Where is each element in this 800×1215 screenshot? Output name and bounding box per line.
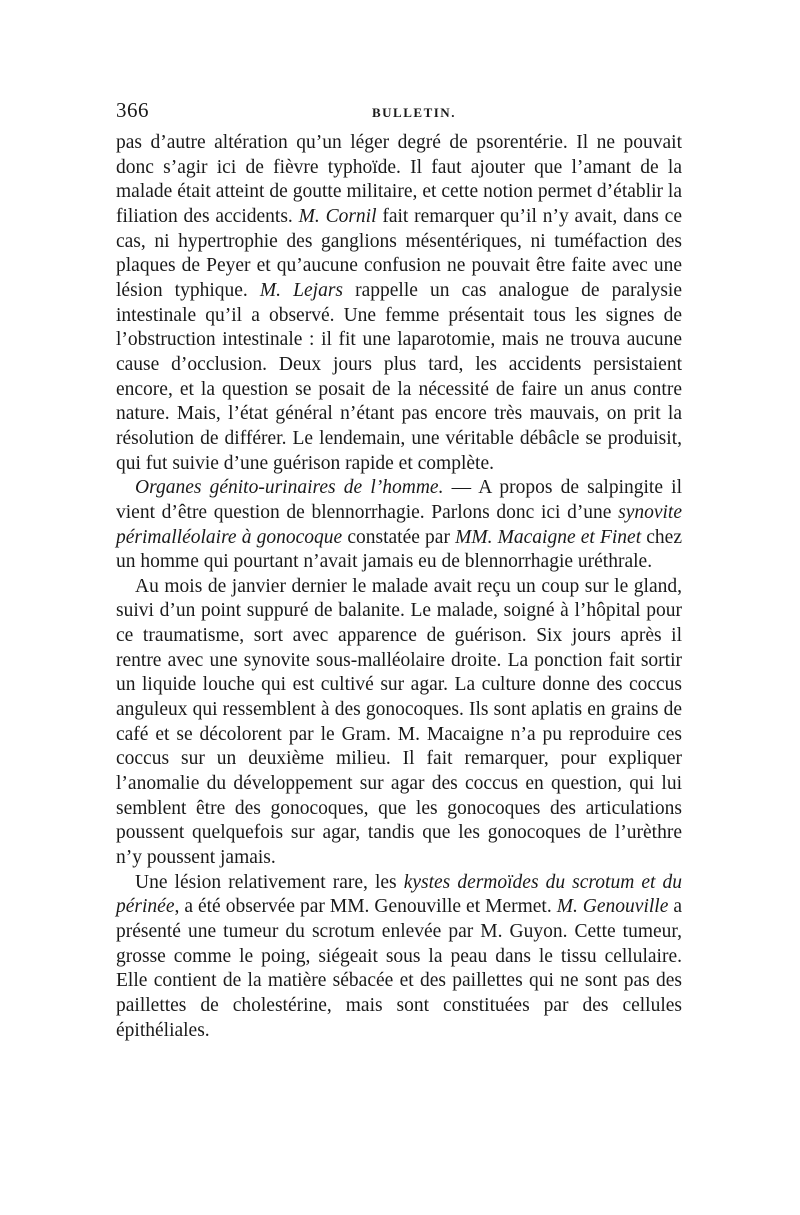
- text-run: Au mois de janvier dernier le malade avait reçu un coup sur le gland, suivi d’un point suppuré de balanite. Le malade, soigné à l’hôpital pour ce traumatisme, sort avec apparence de guérison. Six jours après il rentre avec une synovite sous-malléolaire droite. La ponction fait sortir un liquide louche qui est cultivé sur agar. La culture donne des coccus anguleux qui ressemblent à des gonocoques. Ils sont aplatis en grains de café et se décolorent par le Gram. M. Macaigne n’a pu reproduire ces coccus sur un deuxième milieu. Il fait remarquer, pour expliquer l’anomalie du développement sur agar des coccus en question, qui lui semblent être des gonocoques, que les gonocoques des articulations poussent quelquefois sur agar, tandis que les gonocoques de l’urèthre n’y poussent jamais.: [116, 575, 682, 869]
- italic-text: Organes génito-urinaires de l’homme.: [135, 477, 444, 499]
- italic-text: synovite périmalléolaire à gonocoque: [116, 501, 682, 548]
- italic-text: M. Cornil: [298, 205, 377, 227]
- text-run: pas d’autre altération qu’un léger degré de psorentérie. Il ne pouvait donc s’agir ici de fièvre typhoïde. Il faut ajouter que l’amant de la malade était atteint de goutte militaire, et cette notion permet d’établir la filiation des accidents.: [116, 132, 682, 227]
- text-run: chez un homme qui pourtant n’avait jamais eu de blennorrhagie uréthrale.: [116, 526, 682, 573]
- paragraph: [116, 131, 682, 476]
- text-run: constatée par: [342, 526, 456, 548]
- text-run: rappelle un cas analogue de paralysie intestinale qu’il a observé. Une femme présentait tous les signes de l’obstruction intestinale : il fit une laparotomie, mais ne trouva aucune cause d’occlusion. Deux jours plus tard, les accidents persistaient encore, et la question se posait de la nécessité de faire un anus contre nature. Mais, l’état général n’étant pas encore très mauvais, on prit la résolution de différer. Le lendemain, une véritable débâcle se produisit, qui fut suivie d’une guérison rapide et complète.: [116, 279, 682, 474]
- page-header: [116, 98, 682, 126]
- body-text: [116, 131, 682, 1043]
- italic-text: MM. Macaigne et Finet: [455, 526, 642, 548]
- paragraph: [116, 871, 682, 1044]
- italic-text: M. Lejars: [259, 279, 343, 301]
- text-run: — A propos de salpingite il vient d’être question de blennorrhagie. Parlons donc ici d’une: [116, 477, 682, 523]
- text-run: fait remarquer qu’il n’y avait, dans ce cas, ni hypertrophie des ganglions mésentériques, ni tuméfaction des plaques de Peyer et qu’aucune confusion ne pouvait être faite avec une lésion typhique.: [116, 205, 682, 301]
- italic-text: M. Genouville: [556, 896, 669, 918]
- paragraph: [116, 575, 682, 871]
- text-run: a présenté une tumeur du scrotum enlevée par M. Guyon. Cette tumeur, grosse comme le poing, siégeait sous la peau dans le tissu cellulaire. Elle contient de la matière sébacée et des paillettes qui ne sont pas des paillettes de cholestérine, mais sont constituées par des cellules épithéliales.: [116, 896, 683, 1041]
- paragraph: [116, 476, 682, 575]
- text-run: Une lésion relativement rare, les: [135, 871, 404, 893]
- text-run: , a été observée par MM. Genouville et Mermet.: [174, 896, 557, 918]
- page-number: 366: [116, 98, 149, 122]
- italic-text: kystes dermoïdes du scrotum et du périnée: [116, 871, 682, 918]
- running-head: BULLETIN.: [372, 105, 456, 120]
